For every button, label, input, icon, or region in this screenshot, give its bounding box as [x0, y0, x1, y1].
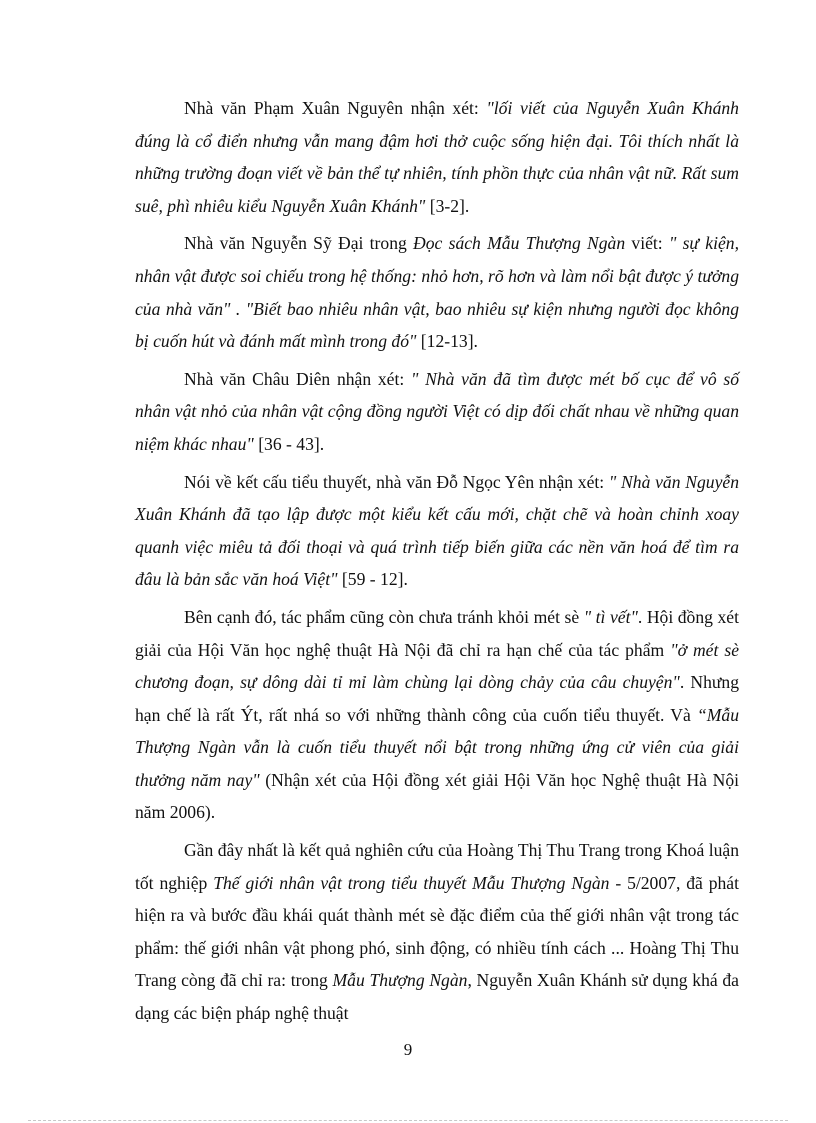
body-paragraph	[135, 601, 739, 829]
regular-text: . Nhưng hạn chế là rất Ýt, rất nhá so với những thành công của cuốn tiểu thuyết. Và	[135, 672, 739, 725]
regular-text: (Nhận xét của Hội đồng xét giải Hội Văn học Nghệ thuật Hà Nội năm 2006).	[135, 769, 740, 823]
regular-text: [59 - 12].	[337, 569, 408, 590]
italic-text: " tì vết"	[583, 606, 638, 627]
regular-text: - 5/2007, đã phát hiện ra và bước đầu khái quát thành mét sè đặc điểm của thế giới nhân vật trong tác phẩm: thế giới nhân vật phong phó, sinh động, có nhiều tính cách ... Hoàng Thị Thu Trang còng đã chỉ ra: trong	[135, 872, 739, 991]
document-page	[135, 92, 739, 1035]
body-text	[135, 92, 739, 1030]
regular-text: Nói về kết cấu tiểu thuyết, nhà văn Đỗ Ngọc Yên nhận xét:	[184, 471, 609, 492]
regular-text: Nhà văn Phạm Xuân Nguyên nhận xét:	[184, 98, 487, 118]
body-paragraph	[135, 227, 739, 357]
italic-text: Thế giới nhân vật trong tiểu thuyết Mẫu Thượng Ngàn	[213, 872, 610, 893]
page-bottom-divider	[28, 1120, 788, 1121]
regular-text: viết:	[625, 233, 669, 254]
italic-text: "lối viết của Nguyễn Xuân Khánh đúng là cổ điển nhưng vẫn mang đậm hơi thở cuộc sống hiện đại. Tôi thích nhất là những trường đoạn viết về bản thể tự nhiên, tính phồn thực của nhân vật nữ. Rất sum suê, phì nhiêu kiểu Nguyễn Xuân Khánh"	[135, 98, 739, 216]
italic-text: “Mẫu Thượng Ngàn vẫn là cuốn tiểu thuyết nổi bật trong những ứng cử viên của giải thưởng năm nay"	[135, 704, 739, 790]
regular-text: Gần đây nhất là kết quả nghiên cứu của Hoàng Thị Thu Trang trong Khoá luận tốt nghiệp	[135, 840, 739, 893]
italic-text: " Nhà văn đã tìm được mét bố cục để vô số nhân vật nhỏ của nhân vật cộng đồng người Việt có dịp đối chất nhau về những quan niệm khác nhau"	[135, 368, 739, 454]
body-paragraph	[135, 834, 739, 1030]
body-paragraph	[135, 92, 739, 222]
regular-text: , Nguyễn Xuân Khánh sử dụng khá đa dạng các biện pháp nghệ thuật	[135, 970, 739, 1024]
regular-text: Nhà văn Nguyễn Sỹ Đại trong	[184, 233, 414, 254]
body-paragraph	[135, 466, 739, 596]
regular-text: [3-2].	[425, 195, 470, 216]
page-number: 9	[403, 1040, 413, 1059]
regular-text: [36 - 43].	[253, 433, 325, 454]
italic-text: Mẫu Thượng Ngàn	[332, 970, 468, 991]
regular-text: . Hội đồng xét giải của Hội Văn học nghệ thuật Hà Nội đã chỉ ra hạn chế của tác phẩm	[135, 606, 739, 660]
italic-text: Đọc sách Mẫu Thượng Ngàn	[413, 233, 626, 254]
italic-text: " Nhà văn Nguyễn Xuân Khánh đã tạo lập được một kiểu kết cấu mới, chặt chẽ và hoàn chỉnh xoay quanh việc miêu tả đối thoại và quá trình tiếp biến giữa các nền văn hoá để tìm ra đâu là bản sắc văn hoá Việt"	[135, 471, 739, 590]
italic-text: "ở mét sè chương đoạn, sự dông dài tỉ mỉ làm chùng lại dòng chảy của câu chuyện"	[135, 639, 740, 693]
body-paragraph	[135, 363, 739, 461]
regular-text: [12-13].	[416, 331, 478, 352]
regular-text: Bên cạnh đó, tác phẩm cũng còn chưa tránh khỏi mét sè	[184, 606, 584, 627]
regular-text: Nhà văn Châu Diên nhận xét:	[184, 368, 411, 389]
italic-text: " sự kiện, nhân vật được soi chiếu trong hệ thống: nhỏ hơn, rõ hơn và làm nổi bật được ý tưởng của nhà văn" . "Biết bao nhiêu nhân vật, bao nhiêu sự kiện nhưng người đọc không bị cuốn hút và đánh mất mình trong đó"	[135, 233, 739, 352]
